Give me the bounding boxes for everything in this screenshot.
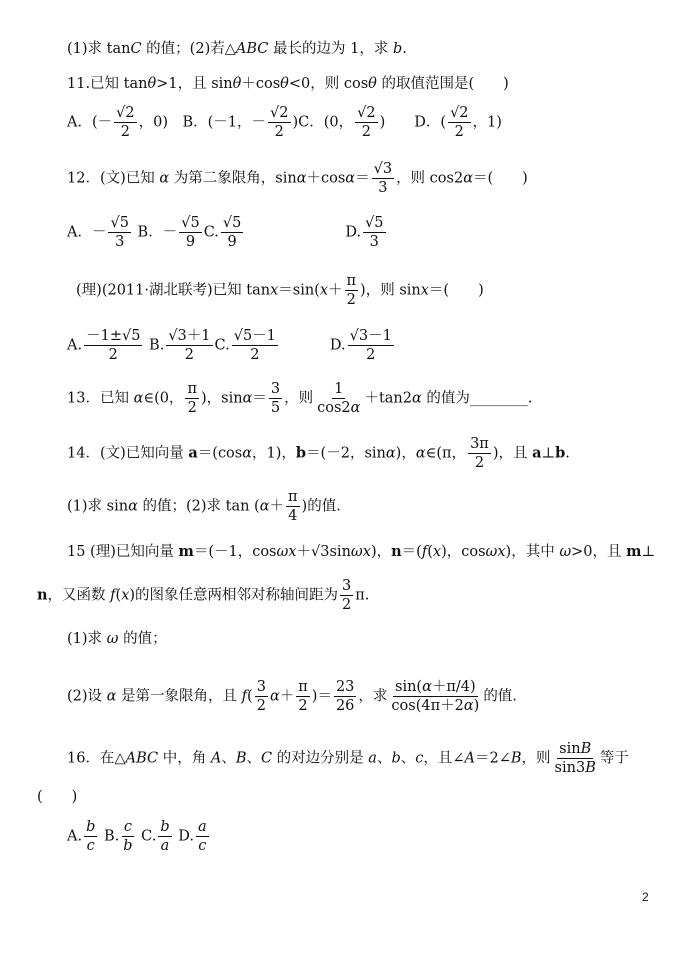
question-16-options: A. $\frac{b}{c}$ B. $\frac{c}{b}$ C. $\frac{b}{a}$ D. $\frac{a}{c}$ [67, 819, 207, 854]
question-11-options: A．(－ $\frac{√2}{2}$ ，0) B．(－1，－ $\frac{√2}{2}$ )C．(0， $\frac{√2}{2}$ ) D．( $\frac{√2}{2}$ ，1) [67, 105, 502, 140]
question-14: 14．(文)已知向量 a＝(cosα，1)，b＝(－2，sinα)，α∈(π， $\frac{3\pi}{2}$ )，且 a⊥b. [67, 436, 570, 471]
question-14-sub: (1)求 sinα 的值；(2)求 tan (α＋ $\frac{\pi}{4}$ )的值. [67, 489, 341, 524]
question-16-paren: ( ) [37, 789, 78, 805]
question-12-li-options: A. $\frac{-1\pm√5}{2}$ B. $\frac{√3+1}{2}$ C. $\frac{√5-1}{2}$ D. $\frac{√3-1}{2}$ [67, 328, 392, 363]
question-12-li: (理)(2011·湖北联考)已知 tanx＝sin(x＋ $\frac{\pi}{2}$ )，则 sinx＝( ) [76, 273, 484, 308]
page-number: 2 [642, 890, 649, 904]
question-15-sub1: (1)求 ω 的值； [67, 631, 167, 647]
question-15-sub2: (2)设 α 是第一象限角，且 f( $\frac{3}{2}$ α＋ $\frac{\pi}{2}$ )＝ $\frac{23}{26}$ ，求 $\frac{\sin(\alpha+\pi/4)}{\cos(4\pi+2\alpha)}$ 的值. [67, 679, 517, 714]
question-15-b: n，又函数 f(x)的图象任意两相邻对称轴间距为 $\frac{3}{2}$ π. [37, 578, 370, 613]
line-prev-question: (1)求 tanC 的值；(2)若△ABC 最长的边为 1，求 b. [67, 41, 407, 57]
question-15-a: 15 (理)已知向量 m＝(－1，cosωx＋√3sinωx)，n＝(f(x)，cosωx)，其中 ω>0，且 m⊥ [67, 543, 656, 560]
question-13: 13．已知 α∈(0， $\frac{\pi}{2}$ )，sinα＝ $\frac{3}{5}$ ，则 $\frac{1}{\cos 2\alpha}$ ＋tan2α 的值为________. [67, 381, 533, 416]
question-11: 11.已知 tanθ>1，且 sinθ＋cosθ<0，则 cosθ 的取值范围是( ) [67, 76, 509, 92]
question-12-options: A．－ $\frac{√5}{3}$ B．－ $\frac{√5}{9}$ C. $\frac{√5}{9}$ D. $\frac{√5}{3}$ [67, 215, 384, 250]
question-16: 16．在△ABC 中，角 A、B、C 的对边分别是 a、b、c，且∠A＝2∠B，则 $\frac{\sin B}{\sin 3B}$ 等于 [67, 741, 629, 776]
question-12: 12．(文)已知 α 为第二象限角，sinα＋cosα＝ $\frac{√3}{3}$ ，则 cos2α＝( ) [67, 161, 528, 196]
